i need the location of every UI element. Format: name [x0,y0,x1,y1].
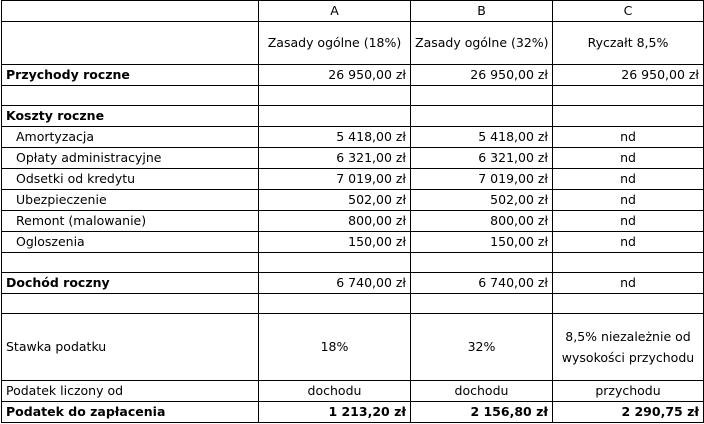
value-cell-c: nd [553,211,704,232]
cost-row [2,190,704,211]
empty-cell [553,86,704,106]
value-cell-a: 502,00 zł [259,190,411,211]
row-label: Stawka podatku [2,314,259,381]
value-cell-a: 800,00 zł [259,211,411,232]
cost-row [2,232,704,253]
value-cell-b: 7 019,00 zł [411,169,553,190]
value-cell-c: 2 290,75 zł [553,402,704,423]
empty-cell [259,253,411,273]
tax-base-row [2,381,704,402]
row-label: Ogloszenia [2,232,259,253]
value-cell-b: dochodu [411,381,553,402]
value-cell-a: 18% [259,314,411,381]
cost-row [2,127,704,148]
empty-cell [259,86,411,106]
column-letter-row [2,1,704,22]
row-label: Opłaty administracyjne [2,148,259,169]
value-cell-a: 5 418,00 zł [259,127,411,148]
empty-cell [553,253,704,273]
empty-cell [411,253,553,273]
row-label: Remont (malowanie) [2,211,259,232]
value-cell-c: 26 950,00 zł [553,65,704,86]
value-cell-c: nd [553,169,704,190]
row-label: Odsetki od kredytu [2,169,259,190]
value-cell-c: nd [553,190,704,211]
empty-cell [2,253,259,273]
cost-row [2,148,704,169]
column-header-a: Zasady ogólne (18%) [259,22,411,65]
tax-due-row [2,402,704,423]
row-label: Ubezpieczenie [2,190,259,211]
empty-cell [553,294,704,314]
column-letter-a: A [259,1,411,22]
value-cell-c: nd [553,273,704,294]
costs-heading-row [2,106,704,127]
row-label: Podatek liczony od [2,381,259,402]
value-cell-a: 6 740,00 zł [259,273,411,294]
empty-cell [411,294,553,314]
revenue-row [2,65,704,86]
column-header-row [2,22,704,65]
empty-cell [2,22,259,65]
spacer-row [2,86,704,106]
value-cell-b: 6 321,00 zł [411,148,553,169]
value-cell-b: 6 740,00 zł [411,273,553,294]
section-heading: Koszty roczne [2,106,259,127]
row-label: Podatek do zapłacenia [2,402,259,423]
empty-cell [411,86,553,106]
value-cell-a: 150,00 zł [259,232,411,253]
value-cell-a: 1 213,20 zł [259,402,411,423]
row-label: Amortyzacja [2,127,259,148]
spacer-row [2,294,704,314]
empty-cell [259,294,411,314]
value-cell-a: 7 019,00 zł [259,169,411,190]
value-cell-c: 8,5% niezależnie od wysokości przychodu [553,314,704,381]
value-cell-b: 2 156,80 zł [411,402,553,423]
corner-cell [2,1,259,22]
column-letter-b: B [411,1,553,22]
value-cell-c: nd [553,148,704,169]
value-cell-a: 26 950,00 zł [259,65,411,86]
tax-rate-row [2,314,704,381]
cost-row [2,211,704,232]
row-label: Dochód roczny [2,273,259,294]
value-cell-b: 26 950,00 zł [411,65,553,86]
column-header-b: Zasady ogólne (32%) [411,22,553,65]
empty-cell [553,106,704,127]
value-cell-b: 502,00 zł [411,190,553,211]
income-row [2,273,704,294]
tax-comparison-table [1,0,704,423]
empty-cell [411,106,553,127]
spacer-row [2,253,704,273]
cost-row [2,169,704,190]
column-header-c: Ryczałt 8,5% [553,22,704,65]
empty-cell [2,86,259,106]
value-cell-b: 800,00 zł [411,211,553,232]
value-cell-c: nd [553,127,704,148]
value-cell-b: 150,00 zł [411,232,553,253]
value-cell-b: 5 418,00 zł [411,127,553,148]
value-cell-b: 32% [411,314,553,381]
value-cell-c: przychodu [553,381,704,402]
empty-cell [259,106,411,127]
value-cell-a: 6 321,00 zł [259,148,411,169]
value-cell-a: dochodu [259,381,411,402]
row-label: Przychody roczne [2,65,259,86]
empty-cell [2,294,259,314]
value-cell-c: nd [553,232,704,253]
column-letter-c: C [553,1,704,22]
